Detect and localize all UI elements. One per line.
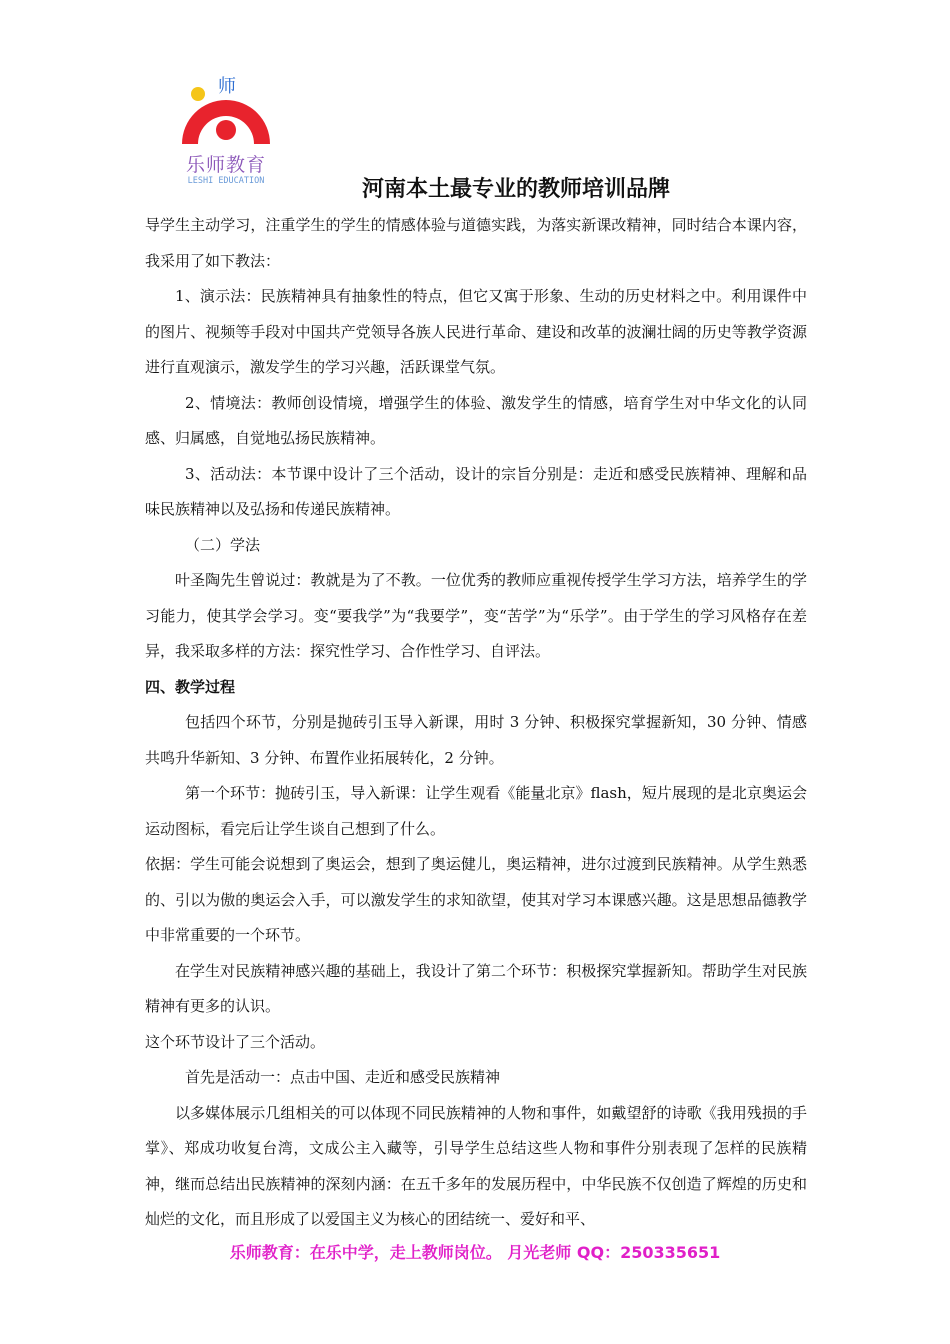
paragraph-demonstration-method: 1、演示法：民族精神具有抽象性的特点，但它又寓于形象、生动的历史材料之中。利用课件中的图片、视频等手段对中国共产党领导各族人民进行革命、建设和改革的波澜壮阔的历史等教学资源进行直观演示，激发学生的学习兴趣，活跃课堂气氛。 — [145, 287, 807, 376]
footer-contact: 乐师教育：在乐中学，走上教师岗位。 月光老师 QQ：250335651 — [229, 1243, 721, 1262]
section-heading-teaching-process: 四、教学过程 — [145, 677, 236, 696]
paragraph-four-stages: 包括四个环节，分别是抛砖引玉导入新课，用时 3 分钟、积极探究掌握新知，30 分钟、情感共鸣升华新知、3 分钟、布置作业拓展转化，2 分钟。 — [145, 713, 807, 767]
paragraph-learning-methods: 叶圣陶先生曾说过：教就是为了不教。一位优秀的教师应重视传授学生学习方法，培养学生的学习能力，使其学会学习。变“要我学”为“我要学”，变“苦学”为“乐学”。由于学生的学习风格存在差异，我采取多样的方法：探究性学习、合作性学习、自评法。 — [145, 571, 807, 660]
section-heading-learning-methods: （二）学法 — [185, 535, 261, 554]
paragraph-basis: 依据：学生可能会说想到了奥运会，想到了奥运健儿，奥运精神，进尔过渡到民族精神。从学生熟悉的、引以为傲的奥运会入手，可以激发学生的求知欲望，使其对学习本课感兴趣。这是思想品德教学中非常重要的一个环节。 — [145, 855, 807, 944]
paragraph-teaching-methods-intro: 导学生主动学习，注重学生的学生的情感体验与道德实践，为落实新课改精神，同时结合本课内容，我采用了如下教法： — [145, 216, 807, 270]
logo-mark-text: 师 — [218, 76, 236, 97]
paragraph-stage-two: 在学生对民族精神感兴趣的基础上，我设计了第二个环节：积极探究掌握新知。帮助学生对民族精神有更多的认识。 — [145, 961, 807, 1015]
paragraph-multimedia: 以多媒体展示几组相关的可以体现不同民族精神的人物和事件，如戴望舒的诗歌《我用残损的手掌》、郑成功收复台湾，文成公主入藏等，引导学生总结这些人物和事件分别表现了怎样的民族精神，继而总结出民族精神的深刻内涵：在五千多年的发展历程中，中华民族不仅创造了辉煌的历史和灿烂的文化，而且形成了以爱国主义为核心的团结统一、爱好和平、 — [145, 1103, 807, 1228]
logo-red-dot — [216, 120, 236, 140]
logo-name: 乐师教育 — [185, 154, 266, 176]
paragraph-three-activities: 这个环节设计了三个活动。 — [145, 1032, 326, 1051]
paragraph-situation-method: 2、情境法：教师创设情境，增强学生的体验、激发学生的情感，培育学生对中华文化的认同感、归属感，自觉地弘扬民族精神。 — [145, 393, 807, 447]
logo-yellow-dot — [191, 87, 205, 101]
header-slogan: 河南本土最专业的教师培训品牌 — [362, 177, 671, 202]
paragraph-activity-one: 首先是活动一：点击中国、走近和感受民族精神 — [185, 1068, 501, 1086]
logo-subtitle: LESHI EDUCATION — [187, 176, 265, 186]
leshi-logo — [176, 72, 276, 197]
leshi-logo-mark-icon — [176, 72, 276, 152]
paragraph-stage-one: 第一个环节：抛砖引玉，导入新课：让学生观看《能量北京》flash，短片展现的是北京奥运会运动图标，看完后让学生谈自己想到了什么。 — [145, 784, 807, 838]
document-body — [145, 208, 807, 1238]
paragraph-activity-method: 3、活动法：本节课中设计了三个活动，设计的宗旨分别是：走近和感受民族精神、理解和品味民族精神以及弘扬和传递民族精神。 — [145, 464, 807, 518]
